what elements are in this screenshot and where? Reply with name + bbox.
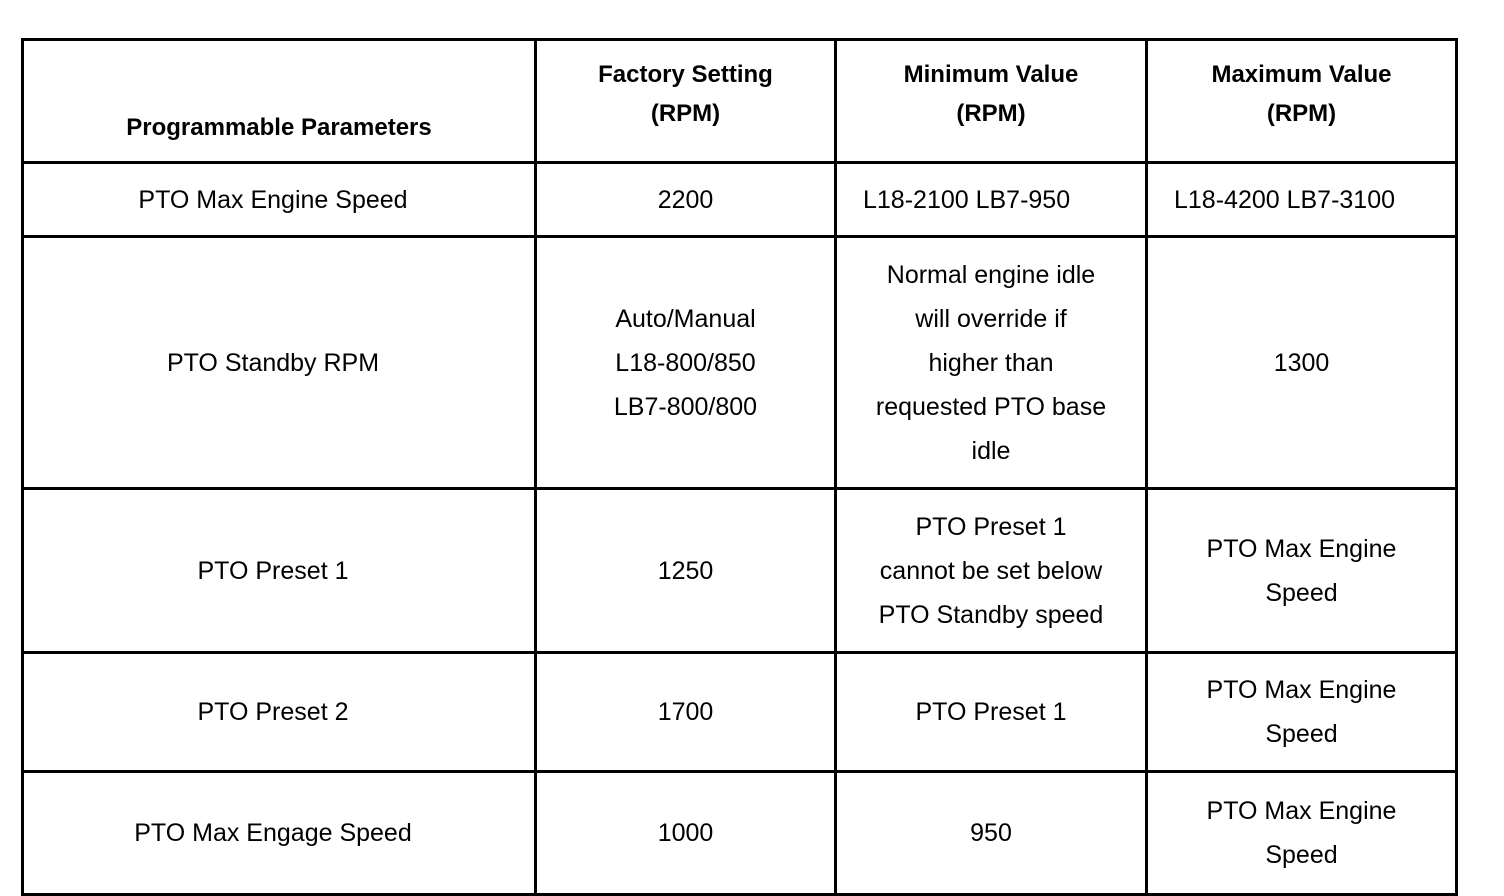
header-factory-setting: Factory Setting (RPM) (536, 40, 836, 163)
minimum-value-cell: 950 (836, 772, 1147, 895)
maximum-value-cell: PTO Max Engine Speed (1147, 489, 1457, 653)
table-row-pto-max-engine-speed (23, 163, 1457, 237)
table-row-pto-preset-2 (23, 653, 1457, 772)
factory-setting-cell: 1700 (536, 653, 836, 772)
minimum-value-cell: PTO Preset 1 cannot be set below PTO Standby speed (836, 489, 1147, 653)
maximum-value-cell: 1300 (1147, 237, 1457, 489)
parameter-cell: PTO Max Engine Speed (23, 163, 536, 237)
table-row-pto-max-engage-speed (23, 772, 1457, 895)
parameter-cell: PTO Standby RPM (23, 237, 536, 489)
maximum-value-cell: L18-4200 LB7-3100 (1147, 163, 1457, 237)
table-header-row (23, 40, 1457, 163)
minimum-value-cell: Normal engine idle will override if higher than requested PTO base idle (836, 237, 1147, 489)
header-maximum-value: Maximum Value (RPM) (1147, 40, 1457, 163)
maximum-value-cell: PTO Max Engine Speed (1147, 772, 1457, 895)
header-programmable-parameters: Programmable Parameters (23, 40, 536, 163)
header-minimum-value: Minimum Value (RPM) (836, 40, 1147, 163)
factory-setting-cell: 2200 (536, 163, 836, 237)
factory-setting-cell: 1250 (536, 489, 836, 653)
minimum-value-cell: L18-2100 LB7-950 (836, 163, 1147, 237)
rpm-parameters-table (21, 38, 1458, 896)
parameter-cell: PTO Preset 1 (23, 489, 536, 653)
parameter-cell: PTO Max Engage Speed (23, 772, 536, 895)
factory-setting-cell: 1000 (536, 772, 836, 895)
factory-setting-cell: Auto/Manual L18-800/850 LB7-800/800 (536, 237, 836, 489)
parameter-cell: PTO Preset 2 (23, 653, 536, 772)
maximum-value-cell: PTO Max Engine Speed (1147, 653, 1457, 772)
table-row-pto-preset-1 (23, 489, 1457, 653)
minimum-value-cell: PTO Preset 1 (836, 653, 1147, 772)
table-row-pto-standby-rpm (23, 237, 1457, 489)
